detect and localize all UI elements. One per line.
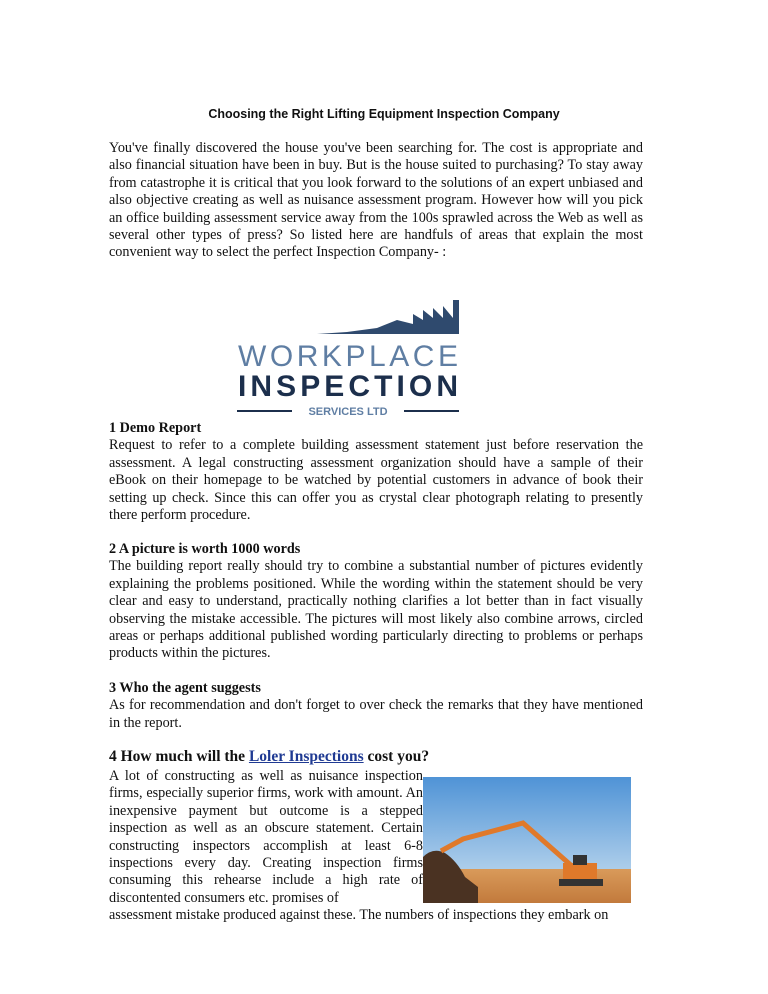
excavator-photo [423, 777, 631, 903]
document-title: Choosing the Right Lifting Equipment Inspection Company [208, 107, 560, 121]
logo-line1: WORKPLACE [238, 340, 458, 373]
section-demo-report [109, 420, 643, 524]
section-heading: 2 A picture is worth 1000 words [109, 541, 301, 557]
logo-line2: INSPECTION [238, 370, 458, 403]
loler-inspections-link[interactable]: Loler Inspections [248, 748, 364, 765]
heading-text: cost you? [367, 748, 430, 765]
section-body: Request to refer to a complete building assessment statement just before reservation the assessment. A legal constructing assessment organization should have a sample of their eBook on their homepage to be watched by potential customers in advance of book their setting up check. Since this can offer you as crystal clear photograph relating to presently there perform procedure. [109, 437, 643, 524]
section-picture [109, 541, 643, 663]
section-body: The building report really should try to combine a substantial number of pictures evidently explaining the problems positioned. While the wording within the statement should be very clear and easy to understand, practically nothing clarifies a lot better than in fact visually observing the mistake accessible. The pictures will most likely also combine arrows, circled areas or perhaps additional published wording particularly directing to problems or perhaps products within the pictures. [109, 558, 643, 662]
intro-paragraph: You've finally discovered the house you've been searching for. The cost is appropriate and also financial situation have been in buy. But is the house suited to purchasing? To stay away from catastrophe it is critical that you look forward to the solutions of an expert unbiased and also objective creating as well as nuisance assessment program. However how will you pick an office building assessment service away from the 100s sprawled across the Web as well as several other types of press? So listed here are handfuls of areas that explain the most convenient way to select the perfect Inspection Company- : [109, 140, 643, 261]
company-logo [237, 298, 459, 420]
section-cost-last-line: assessment mistake produced against these. The numbers of inspections they embark on [109, 907, 609, 923]
section-cost-heading [109, 748, 429, 766]
section-heading: 1 Demo Report [109, 420, 202, 436]
logo-line3: SERVICES LTD [308, 406, 388, 418]
section-body: As for recommendation and don't forget to over check the remarks that they have mentioned in the report. [109, 697, 643, 731]
heading-text: 4 How much will the [109, 748, 246, 765]
section-heading: 3 Who the agent suggests [109, 680, 261, 696]
factory-icon [317, 300, 459, 334]
section-agent [109, 680, 643, 732]
section-cost-body: A lot of constructing as well as nuisance inspection firms, especially superior firms, work with amount. An inexpensive payment but outcome is a stepped inspection as well as an obscure statement. Certain constructing inspectors accomplish at least 6-8 inspections every day. Creating inspection firms consuming this rehearse include a high rate of discontented consumers etc. promises of [109, 768, 423, 906]
